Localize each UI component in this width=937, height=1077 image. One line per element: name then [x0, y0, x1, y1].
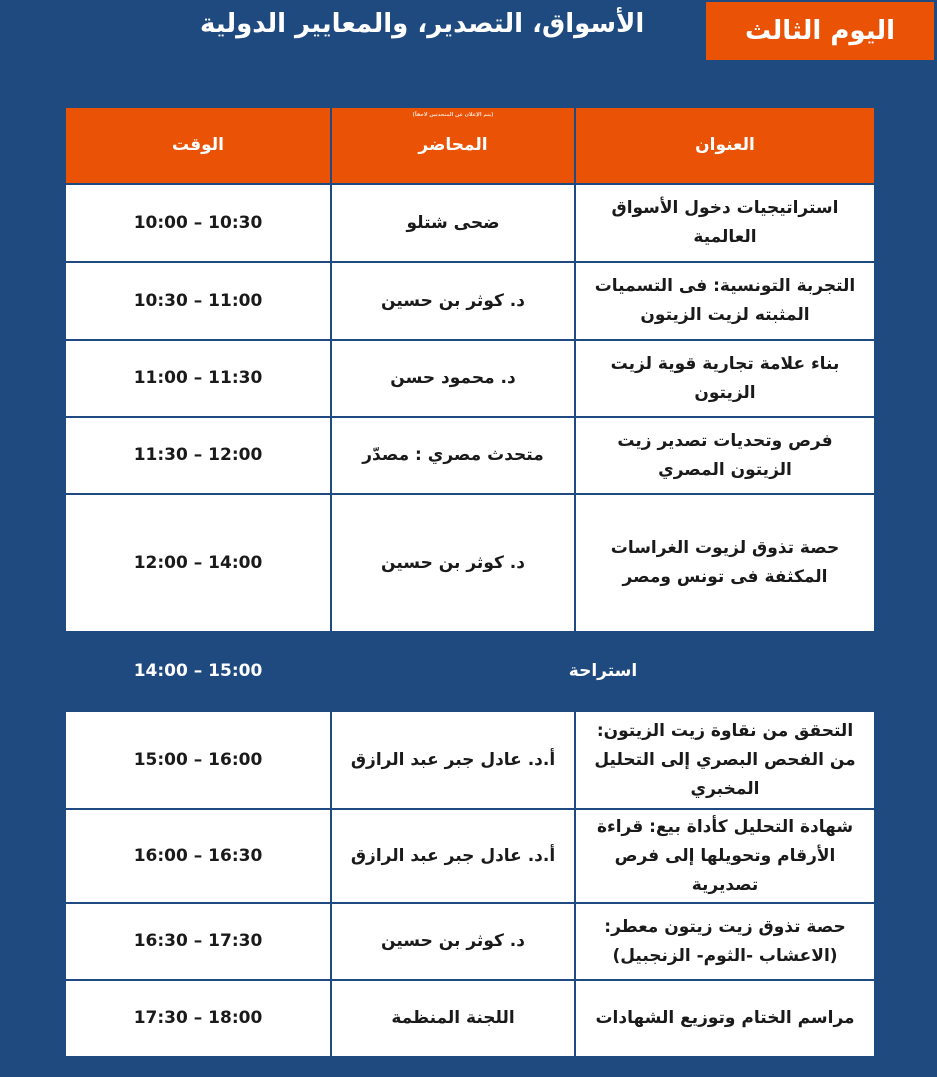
title-cell: بناء علامة تجارية قوية لزيت الزيتون — [576, 341, 874, 416]
speaker-cell: د. كوثر بن حسين — [332, 904, 574, 979]
time-cell — [66, 712, 330, 808]
time-text: 17:30 – 18:00 — [133, 1008, 263, 1028]
time-text: 10:00 – 10:30 — [133, 212, 263, 233]
column-header-speaker — [332, 108, 574, 183]
time-cell — [66, 418, 330, 493]
break-row — [66, 650, 874, 692]
table-row — [66, 904, 874, 979]
speaker-cell: أ.د. عادل جبر عبد الرازق — [332, 810, 574, 902]
time-text: 12:00 – 14:00 — [133, 552, 263, 573]
table-row — [66, 712, 874, 808]
speaker-cell: د. محمود حسن — [332, 341, 574, 416]
speaker-cell: د. كوثر بن حسين — [332, 495, 574, 631]
table-row — [66, 341, 874, 416]
time-text: 16:30 – 17:30 — [133, 931, 263, 951]
column-header-title: العنوان — [576, 108, 874, 183]
tiny-note: (يتم الإعلان عن المتحدثين لاحقاً) — [412, 112, 494, 118]
title-cell: حصة تذوق زيت زيتون معطر: (الاعشاب -الثوم- الزنجبيل) — [576, 904, 874, 979]
time-text: 15:00 – 16:00 — [133, 749, 263, 770]
column-header-time: الوقت — [66, 108, 330, 183]
title-cell: التحقق من نقاوة زيت الزيتون: من الفحص البصري إلى التحليل المخبري — [576, 712, 874, 808]
time-text: 16:00 – 16:30 — [133, 845, 263, 866]
time-cell — [66, 341, 330, 416]
column-header-speaker-label: المحاضر — [418, 135, 488, 155]
day-theme-title: الأسواق، التصدير، والمعايير الدولية — [200, 9, 645, 39]
speaker-cell: متحدث مصري : مصدّر — [332, 418, 574, 493]
schedule-table — [66, 0, 874, 1077]
time-cell — [66, 904, 330, 979]
time-cell — [66, 263, 330, 339]
time-text: 11:00 – 11:30 — [133, 368, 263, 388]
time-cell — [66, 185, 330, 261]
day-badge: اليوم الثالث — [706, 2, 934, 60]
title-cell: التجربة التونسية: فى التسميات المثبته لزيت الزيتون — [576, 263, 874, 339]
table-row — [66, 981, 874, 1056]
time-text: 11:30 – 12:00 — [133, 445, 263, 465]
speaker-cell: أ.د. عادل جبر عبد الرازق — [332, 712, 574, 808]
break-label: استراحة — [568, 660, 638, 681]
time-cell — [66, 981, 330, 1056]
speaker-cell: ضحى شتلو — [332, 185, 574, 261]
table-row — [66, 185, 874, 261]
table-row — [66, 495, 874, 631]
speaker-cell: اللجنة المنظمة — [332, 981, 574, 1056]
title-cell: حصة تذوق لزيوت الغراسات المكثفة فى تونس ومصر — [576, 495, 874, 631]
break-time-cell — [66, 650, 330, 692]
time-text: 10:30 – 11:00 — [133, 290, 263, 311]
time-cell — [66, 495, 330, 631]
title-cell: شهادة التحليل كأداة بيع: قراءة الأرقام وتحويلها إلى فرص تصديرية — [576, 810, 874, 902]
table-row — [66, 810, 874, 902]
title-cell: فرص وتحديات تصدير زيت الزيتون المصري — [576, 418, 874, 493]
time-cell — [66, 810, 330, 902]
table-row — [66, 418, 874, 493]
break-time-text: 14:00 – 15:00 — [133, 660, 263, 681]
table-row — [66, 263, 874, 339]
speaker-cell: د. كوثر بن حسين — [332, 263, 574, 339]
table-header-row — [66, 108, 874, 183]
title-cell: مراسم الختام وتوزيع الشهادات — [576, 981, 874, 1056]
title-cell: استراتيجيات دخول الأسواق العالمية — [576, 185, 874, 261]
